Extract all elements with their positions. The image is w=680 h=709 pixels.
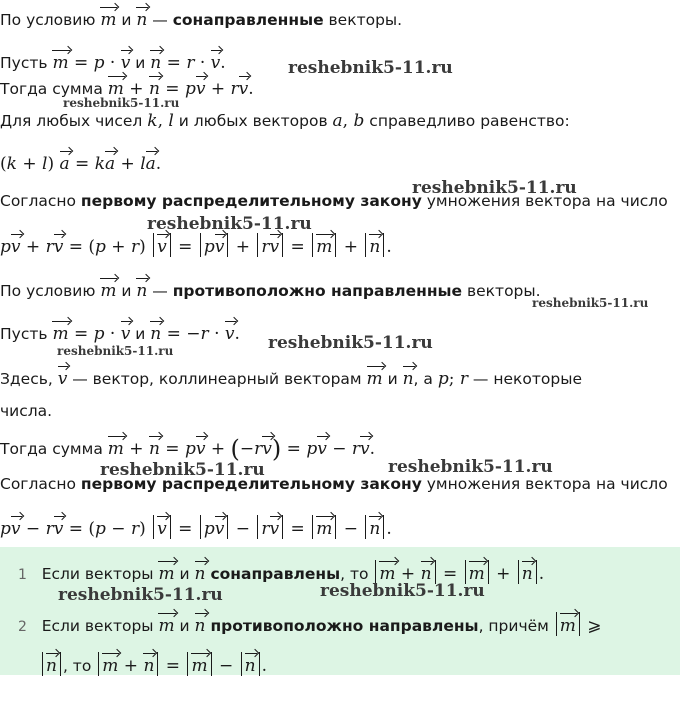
result-formula-1: pv + rv = (p + r) v = pv + rv = m + n .: [0, 233, 392, 257]
for-any-line: Для любых чисел k, l и любых векторов a, b справедливо равенство:: [0, 111, 570, 131]
result-formula-2: pv − rv = (p − r) v = pv − rv = m − n .: [0, 515, 392, 539]
watermark: reshebnik5-11.ru: [532, 296, 649, 310]
watermark: reshebnik5-11.ru: [320, 581, 485, 601]
para-opposite: По условию m и n — противоположно направленные векторы.: [0, 277, 541, 301]
sum-line-2: Тогда сумма m + n = pv + (−rv) = pv − rv.: [0, 435, 376, 463]
let-line-1: Пусть m = p · v и n = r · v.: [0, 49, 226, 73]
watermark: reshebnik5-11.ru: [412, 178, 577, 198]
watermark: reshebnik5-11.ru: [100, 460, 265, 480]
list-number: 1: [18, 567, 27, 583]
list-number: 2: [18, 619, 27, 635]
watermark: reshebnik5-11.ru: [63, 96, 180, 110]
watermark: reshebnik5-11.ru: [57, 344, 174, 358]
here-line: Здесь, v — вектор, коллинеарный векторам m и n, а p; r — некоторые: [0, 365, 582, 389]
distributive-formula: (k + l) a = ka + la.: [0, 150, 161, 174]
watermark: reshebnik5-11.ru: [58, 585, 223, 605]
let-line-2: Пусть m = p · v и n = −r · v.: [0, 320, 240, 344]
vec-n: n: [136, 6, 147, 30]
watermark: reshebnik5-11.ru: [147, 214, 312, 234]
watermark: reshebnik5-11.ru: [388, 457, 553, 477]
according-line-2: Согласно первому распределительному закону умножения вектора на число: [0, 475, 668, 493]
watermark: reshebnik5-11.ru: [288, 58, 453, 78]
conclusion-item-2: 2 Если векторы m и n противоположно направлены, причём m ⩾: [18, 612, 602, 636]
according-line-1: Согласно первому распределительному закону умножения вектора на число: [0, 192, 668, 210]
vec-m: m: [100, 6, 116, 30]
sum-line-1: Тогда сумма m + n = pv + rv.: [0, 75, 254, 99]
watermark: reshebnik5-11.ru: [268, 333, 433, 353]
conclusion-item-1: 1 Если векторы m и n сонаправлены, то m + n = m + n .: [18, 560, 544, 584]
para-codirected: По условию m и n — сонаправленные векторы.: [0, 6, 402, 30]
numbers-line: числа.: [0, 402, 53, 420]
conclusion-item-2-cont: n , то m + n = m − n .: [40, 652, 267, 676]
